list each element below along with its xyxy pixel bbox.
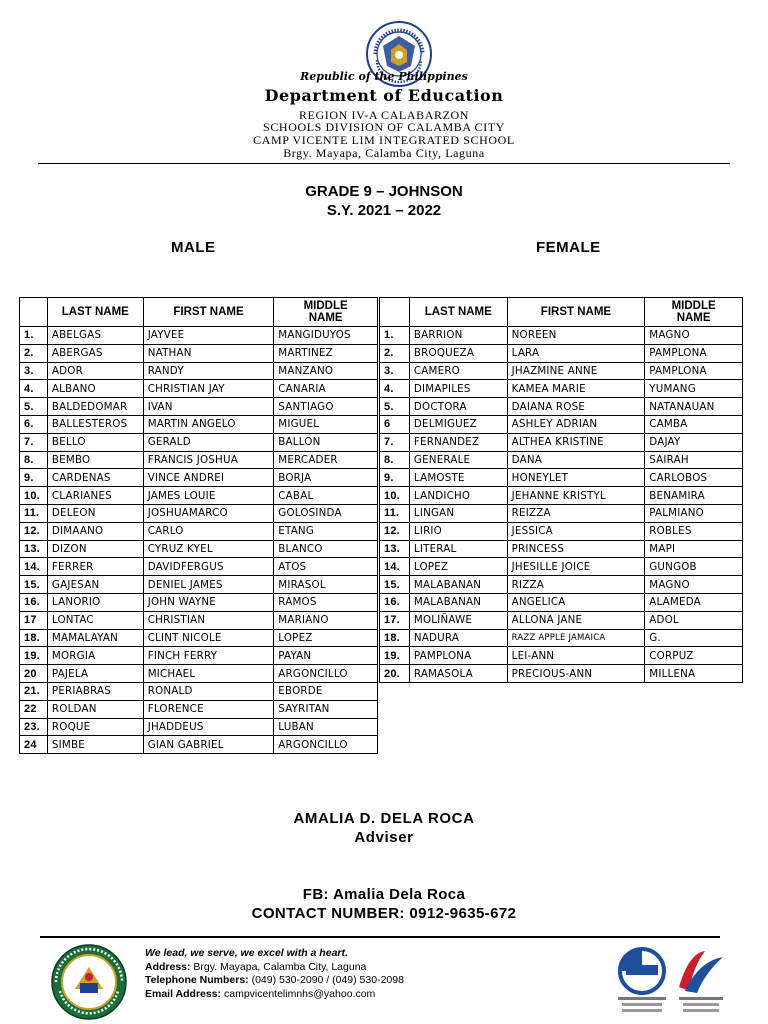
first-name-cell: MICHAEL [143, 665, 274, 683]
table-header-row [20, 298, 378, 327]
row-number: 21. [20, 682, 48, 700]
table-row [380, 487, 743, 505]
middle-name-cell: MAGNO [645, 327, 743, 345]
table-row [20, 593, 378, 611]
female-roster-body [380, 327, 743, 683]
row-number: 1. [20, 327, 48, 345]
middle-name-cell: BLANCO [274, 540, 378, 558]
last-name-cell: GENERALE [409, 451, 507, 469]
middle-name-column-header: MIDDLE NAME [645, 298, 743, 327]
tuv-certification-logo [612, 947, 672, 1017]
last-name-cell: LIRIO [409, 522, 507, 540]
republic-heading: Republic of the Philippines [300, 70, 468, 83]
row-number: 11. [20, 504, 48, 522]
section-title: GRADE 9 – JOHNSON [305, 183, 463, 200]
middle-name-cell: PAMPLONA [645, 344, 743, 362]
footer-telephone: Telephone Numbers: (049) 530-2090 / (049) 530-2098 [145, 974, 404, 986]
first-name-cell: JHAZMINE ANNE [507, 362, 645, 380]
female-roster-table [379, 297, 743, 683]
middle-name-cell: CARLOBOS [645, 469, 743, 487]
row-number: 12. [20, 522, 48, 540]
first-name-cell: ALTHEA KRISTINE [507, 433, 645, 451]
last-name-cell: LANDICHO [409, 487, 507, 505]
first-name-cell: IVAN [143, 398, 274, 416]
last-name-cell: LAMOSTE [409, 469, 507, 487]
last-name-cell: LINGAN [409, 504, 507, 522]
last-name-cell: ROLDAN [47, 700, 143, 718]
row-number: 19. [380, 647, 410, 665]
last-name-cell: ABELGAS [47, 327, 143, 345]
first-name-cell: DAVIDFERGUS [143, 558, 274, 576]
middle-name-cell: MAPI [645, 540, 743, 558]
last-name-cell: NADURA [409, 629, 507, 647]
row-number: 16. [20, 593, 48, 611]
adviser-role: Adviser [354, 829, 414, 846]
first-name-cell: JOSHUAMARCO [143, 504, 274, 522]
first-name-cell: ANGELICA [507, 593, 645, 611]
last-name-cell: RAMASOLA [409, 665, 507, 683]
last-name-column-header: LAST NAME [47, 298, 143, 327]
last-name-cell: FERRER [47, 558, 143, 576]
last-name-cell: CARDENAS [47, 469, 143, 487]
last-name-cell: CAMERO [409, 362, 507, 380]
male-roster-body [20, 327, 378, 754]
first-name-cell: CARLO [143, 522, 274, 540]
last-name-cell: LANORIO [47, 593, 143, 611]
first-name-cell: JOHN WAYNE [143, 593, 274, 611]
middle-name-cell: G. [645, 629, 743, 647]
table-row [380, 593, 743, 611]
first-name-cell: FLORENCE [143, 700, 274, 718]
table-row [20, 540, 378, 558]
row-number: 7. [380, 433, 410, 451]
row-number: 11. [380, 504, 410, 522]
row-number: 10. [380, 487, 410, 505]
table-row [380, 540, 743, 558]
last-name-cell: MORGIA [47, 647, 143, 665]
table-row [380, 504, 743, 522]
row-number: 12. [380, 522, 410, 540]
middle-name-cell: NATANAUAN [645, 398, 743, 416]
last-name-cell: SIMBE [47, 736, 143, 754]
row-number: 4. [20, 380, 48, 398]
last-name-cell: DELEON [47, 504, 143, 522]
first-name-cell: ASHLEY ADRIAN [507, 415, 645, 433]
middle-name-cell: MILLENA [645, 665, 743, 683]
last-name-cell: DELMIGUEZ [409, 415, 507, 433]
last-name-cell: LONTAC [47, 611, 143, 629]
last-name-cell: MAMALAYAN [47, 629, 143, 647]
middle-name-cell: DAJAY [645, 433, 743, 451]
last-name-cell: DOCTORA [409, 398, 507, 416]
last-name-cell: BROQUEZA [409, 344, 507, 362]
first-name-cell: CLINT NICOLE [143, 629, 274, 647]
last-name-cell: PAJELA [47, 665, 143, 683]
row-number: 1. [380, 327, 410, 345]
middle-name-cell: LUBAN [274, 718, 378, 736]
table-row [20, 433, 378, 451]
footer-divider [40, 936, 720, 938]
adviser-name: AMALIA D. DELA ROCA [293, 810, 475, 827]
middle-name-cell: ADOL [645, 611, 743, 629]
middle-name-cell: MANZANO [274, 362, 378, 380]
middle-name-cell: CABAL [274, 487, 378, 505]
middle-name-cell: PAMPLONA [645, 362, 743, 380]
table-row [20, 522, 378, 540]
middle-name-cell: MERCADER [274, 451, 378, 469]
first-name-cell: RANDY [143, 362, 274, 380]
first-name-cell: RIZZA [507, 576, 645, 594]
row-number: 3. [380, 362, 410, 380]
middle-name-cell: MANGIDUYOS [274, 327, 378, 345]
middle-name-cell: BENAMIRA [645, 487, 743, 505]
last-name-cell: BARRION [409, 327, 507, 345]
table-row [380, 433, 743, 451]
footer-email: Email Address: campvicentelimnhs@yahoo.com [145, 987, 376, 1000]
table-row [380, 398, 743, 416]
row-number: 19. [20, 647, 48, 665]
school-year: S.Y. 2021 – 2022 [326, 202, 442, 219]
table-row [20, 736, 378, 754]
first-name-cell: MARTIN ANGELO [143, 415, 274, 433]
row-number: 8. [20, 451, 48, 469]
row-number: 22 [20, 700, 48, 718]
table-row [380, 415, 743, 433]
last-name-cell: BELLO [47, 433, 143, 451]
row-number: 15. [380, 576, 410, 594]
first-name-cell: RONALD [143, 682, 274, 700]
last-name-cell: LITERAL [409, 540, 507, 558]
school-motto: We lead, we serve, we excel with a heart. [145, 947, 348, 959]
table-row [20, 665, 378, 683]
row-number: 2. [380, 344, 410, 362]
table-row [20, 451, 378, 469]
table-row [20, 487, 378, 505]
middle-name-cell: ALAMEDA [645, 593, 743, 611]
middle-name-column-header: MIDDLE NAME [274, 298, 378, 327]
first-name-cell: JAMES LOUIE [143, 487, 274, 505]
middle-name-cell: ARGONCILLO [274, 665, 378, 683]
middle-name-cell: RAMOS [274, 593, 378, 611]
middle-name-cell: SAYRITAN [274, 700, 378, 718]
first-name-cell: REIZZA [507, 504, 645, 522]
first-name-cell: JESSICA [507, 522, 645, 540]
division-line: SCHOOLS DIVISION OF CALAMBA CITY [263, 120, 505, 134]
middle-name-cell: PALMIANO [645, 504, 743, 522]
first-name-cell: JHADDEUS [143, 718, 274, 736]
last-name-cell: ALBANO [47, 380, 143, 398]
table-row [380, 344, 743, 362]
last-name-cell: BEMBO [47, 451, 143, 469]
middle-name-cell: GOLOSINDA [274, 504, 378, 522]
department-heading: Department of Education [264, 86, 504, 105]
first-name-cell: GIAN GABRIEL [143, 736, 274, 754]
last-name-cell: DIMAPILES [409, 380, 507, 398]
middle-name-cell: LOPEZ [274, 629, 378, 647]
table-row [20, 611, 378, 629]
last-name-cell: LOPEZ [409, 558, 507, 576]
first-name-cell: RAZZ APPLE JAMAICA [507, 629, 645, 647]
row-number: 5. [380, 398, 410, 416]
row-number: 6 [380, 415, 410, 433]
first-name-cell: PRECIOUS-ANN [507, 665, 645, 683]
table-row [380, 362, 743, 380]
middle-name-cell: GUNGOB [645, 558, 743, 576]
last-name-cell: GAJESAN [47, 576, 143, 594]
row-number: 20. [380, 665, 410, 683]
middle-name-cell: BALLON [274, 433, 378, 451]
table-row [20, 344, 378, 362]
last-name-column-header: LAST NAME [409, 298, 507, 327]
pab-accreditation-logo [675, 947, 727, 1017]
male-heading: MALE [171, 239, 216, 256]
table-header-row [380, 298, 743, 327]
last-name-cell: ROQUE [47, 718, 143, 736]
first-name-cell: CYRUZ KYEL [143, 540, 274, 558]
row-number: 20 [20, 665, 48, 683]
table-row [380, 451, 743, 469]
middle-name-cell: MARTINEZ [274, 344, 378, 362]
row-number: 16. [380, 593, 410, 611]
row-number: 9. [20, 469, 48, 487]
middle-name-cell: EBORDE [274, 682, 378, 700]
last-name-cell: DIMAANO [47, 522, 143, 540]
table-row [20, 504, 378, 522]
address-line: Brgy. Mayapa, Calamba City, Laguna [283, 146, 485, 160]
first-name-cell: VINCE ANDREI [143, 469, 274, 487]
row-number: 5. [20, 398, 48, 416]
last-name-cell: MALABANAN [409, 593, 507, 611]
middle-name-cell: MIGUEL [274, 415, 378, 433]
row-number: 17. [380, 611, 410, 629]
table-row [20, 647, 378, 665]
row-number: 10. [20, 487, 48, 505]
last-name-cell: BALDEDOMAR [47, 398, 143, 416]
table-row [380, 469, 743, 487]
footer-info [145, 947, 404, 1001]
last-name-cell: DIZON [47, 540, 143, 558]
row-number: 3. [20, 362, 48, 380]
first-name-cell: NATHAN [143, 344, 274, 362]
first-name-cell: JEHANNE KRISTYL [507, 487, 645, 505]
table-row [380, 327, 743, 345]
region-line: REGION IV-A CALABARZON [298, 108, 470, 122]
table-row [20, 558, 378, 576]
table-row [20, 380, 378, 398]
middle-name-cell: CORPUZ [645, 647, 743, 665]
first-name-cell: FINCH FERRY [143, 647, 274, 665]
table-row [20, 327, 378, 345]
table-row [380, 522, 743, 540]
table-row [20, 362, 378, 380]
row-number: 4. [380, 380, 410, 398]
facebook-contact: FB: Amalia Dela Roca [302, 886, 466, 903]
row-number: 2. [20, 344, 48, 362]
last-name-cell: ABERGAS [47, 344, 143, 362]
last-name-cell: FERNANDEZ [409, 433, 507, 451]
female-heading: FEMALE [536, 239, 601, 256]
middle-name-cell: ETANG [274, 522, 378, 540]
table-row [20, 718, 378, 736]
first-name-cell: DANA [507, 451, 645, 469]
row-number: 24 [20, 736, 48, 754]
first-name-cell: CHRISTIAN JAY [143, 380, 274, 398]
first-name-cell: HONEYLET [507, 469, 645, 487]
middle-name-cell: YUMANG [645, 380, 743, 398]
first-name-cell: GERALD [143, 433, 274, 451]
contact-number: CONTACT NUMBER: 0912-9635-672 [251, 905, 517, 922]
middle-name-cell: CANARIA [274, 380, 378, 398]
header-divider [38, 163, 730, 164]
table-row [380, 647, 743, 665]
first-name-cell: CHRISTIAN [143, 611, 274, 629]
first-name-cell: PRINCESS [507, 540, 645, 558]
middle-name-cell: ARGONCILLO [274, 736, 378, 754]
last-name-cell: BALLESTEROS [47, 415, 143, 433]
middle-name-cell: CAMBA [645, 415, 743, 433]
middle-name-cell: MAGNO [645, 576, 743, 594]
row-number: 18. [20, 629, 48, 647]
table-row [380, 576, 743, 594]
first-name-cell: DENIEL JAMES [143, 576, 274, 594]
last-name-cell: MALABANAN [409, 576, 507, 594]
first-name-cell: ALLONA JANE [507, 611, 645, 629]
school-line: CAMP VICENTE LIM INTEGRATED SCHOOL [253, 133, 515, 147]
table-row [380, 558, 743, 576]
first-name-column-header: FIRST NAME [507, 298, 645, 327]
table-row [20, 415, 378, 433]
number-column-header [380, 298, 410, 327]
last-name-cell: ADOR [47, 362, 143, 380]
last-name-cell: PERIABRAS [47, 682, 143, 700]
last-name-cell: PAMPLONA [409, 647, 507, 665]
row-number: 13. [380, 540, 410, 558]
table-row [380, 629, 743, 647]
last-name-cell: MOLIÑAWE [409, 611, 507, 629]
first-name-cell: JHESILLE JOICE [507, 558, 645, 576]
first-name-cell: FRANCIS JOSHUA [143, 451, 274, 469]
middle-name-cell: MIRASOL [274, 576, 378, 594]
first-name-cell: LARA [507, 344, 645, 362]
male-roster-table [19, 297, 378, 754]
first-name-cell: NOREEN [507, 327, 645, 345]
first-name-cell: KAMEA MARIE [507, 380, 645, 398]
row-number: 14. [380, 558, 410, 576]
number-column-header [20, 298, 48, 327]
middle-name-cell: BORJA [274, 469, 378, 487]
row-number: 15. [20, 576, 48, 594]
row-number: 7. [20, 433, 48, 451]
first-name-cell: JAYVEE [143, 327, 274, 345]
row-number: 9. [380, 469, 410, 487]
first-name-cell: DAIANA ROSE [507, 398, 645, 416]
row-number: 8. [380, 451, 410, 469]
middle-name-cell: PAYAN [274, 647, 378, 665]
row-number: 18. [380, 629, 410, 647]
row-number: 17 [20, 611, 48, 629]
table-row [20, 682, 378, 700]
middle-name-cell: MARIANO [274, 611, 378, 629]
middle-name-cell: SANTIAGO [274, 398, 378, 416]
first-name-column-header: FIRST NAME [143, 298, 274, 327]
middle-name-cell: ATOS [274, 558, 378, 576]
table-row [380, 380, 743, 398]
row-number: 14. [20, 558, 48, 576]
table-row [20, 700, 378, 718]
table-row [20, 629, 378, 647]
table-row [20, 469, 378, 487]
first-name-cell: LEI-ANN [507, 647, 645, 665]
row-number: 23. [20, 718, 48, 736]
table-row [380, 611, 743, 629]
last-name-cell: CLARIANES [47, 487, 143, 505]
row-number: 13. [20, 540, 48, 558]
row-number: 6. [20, 415, 48, 433]
table-row [380, 665, 743, 683]
table-row [20, 576, 378, 594]
middle-name-cell: ROBLES [645, 522, 743, 540]
school-seal-logo [50, 943, 128, 1021]
footer-address: Address: Brgy. Mayapa, Calamba City, Laguna [145, 960, 367, 973]
table-row [20, 398, 378, 416]
middle-name-cell: SAIRAH [645, 451, 743, 469]
